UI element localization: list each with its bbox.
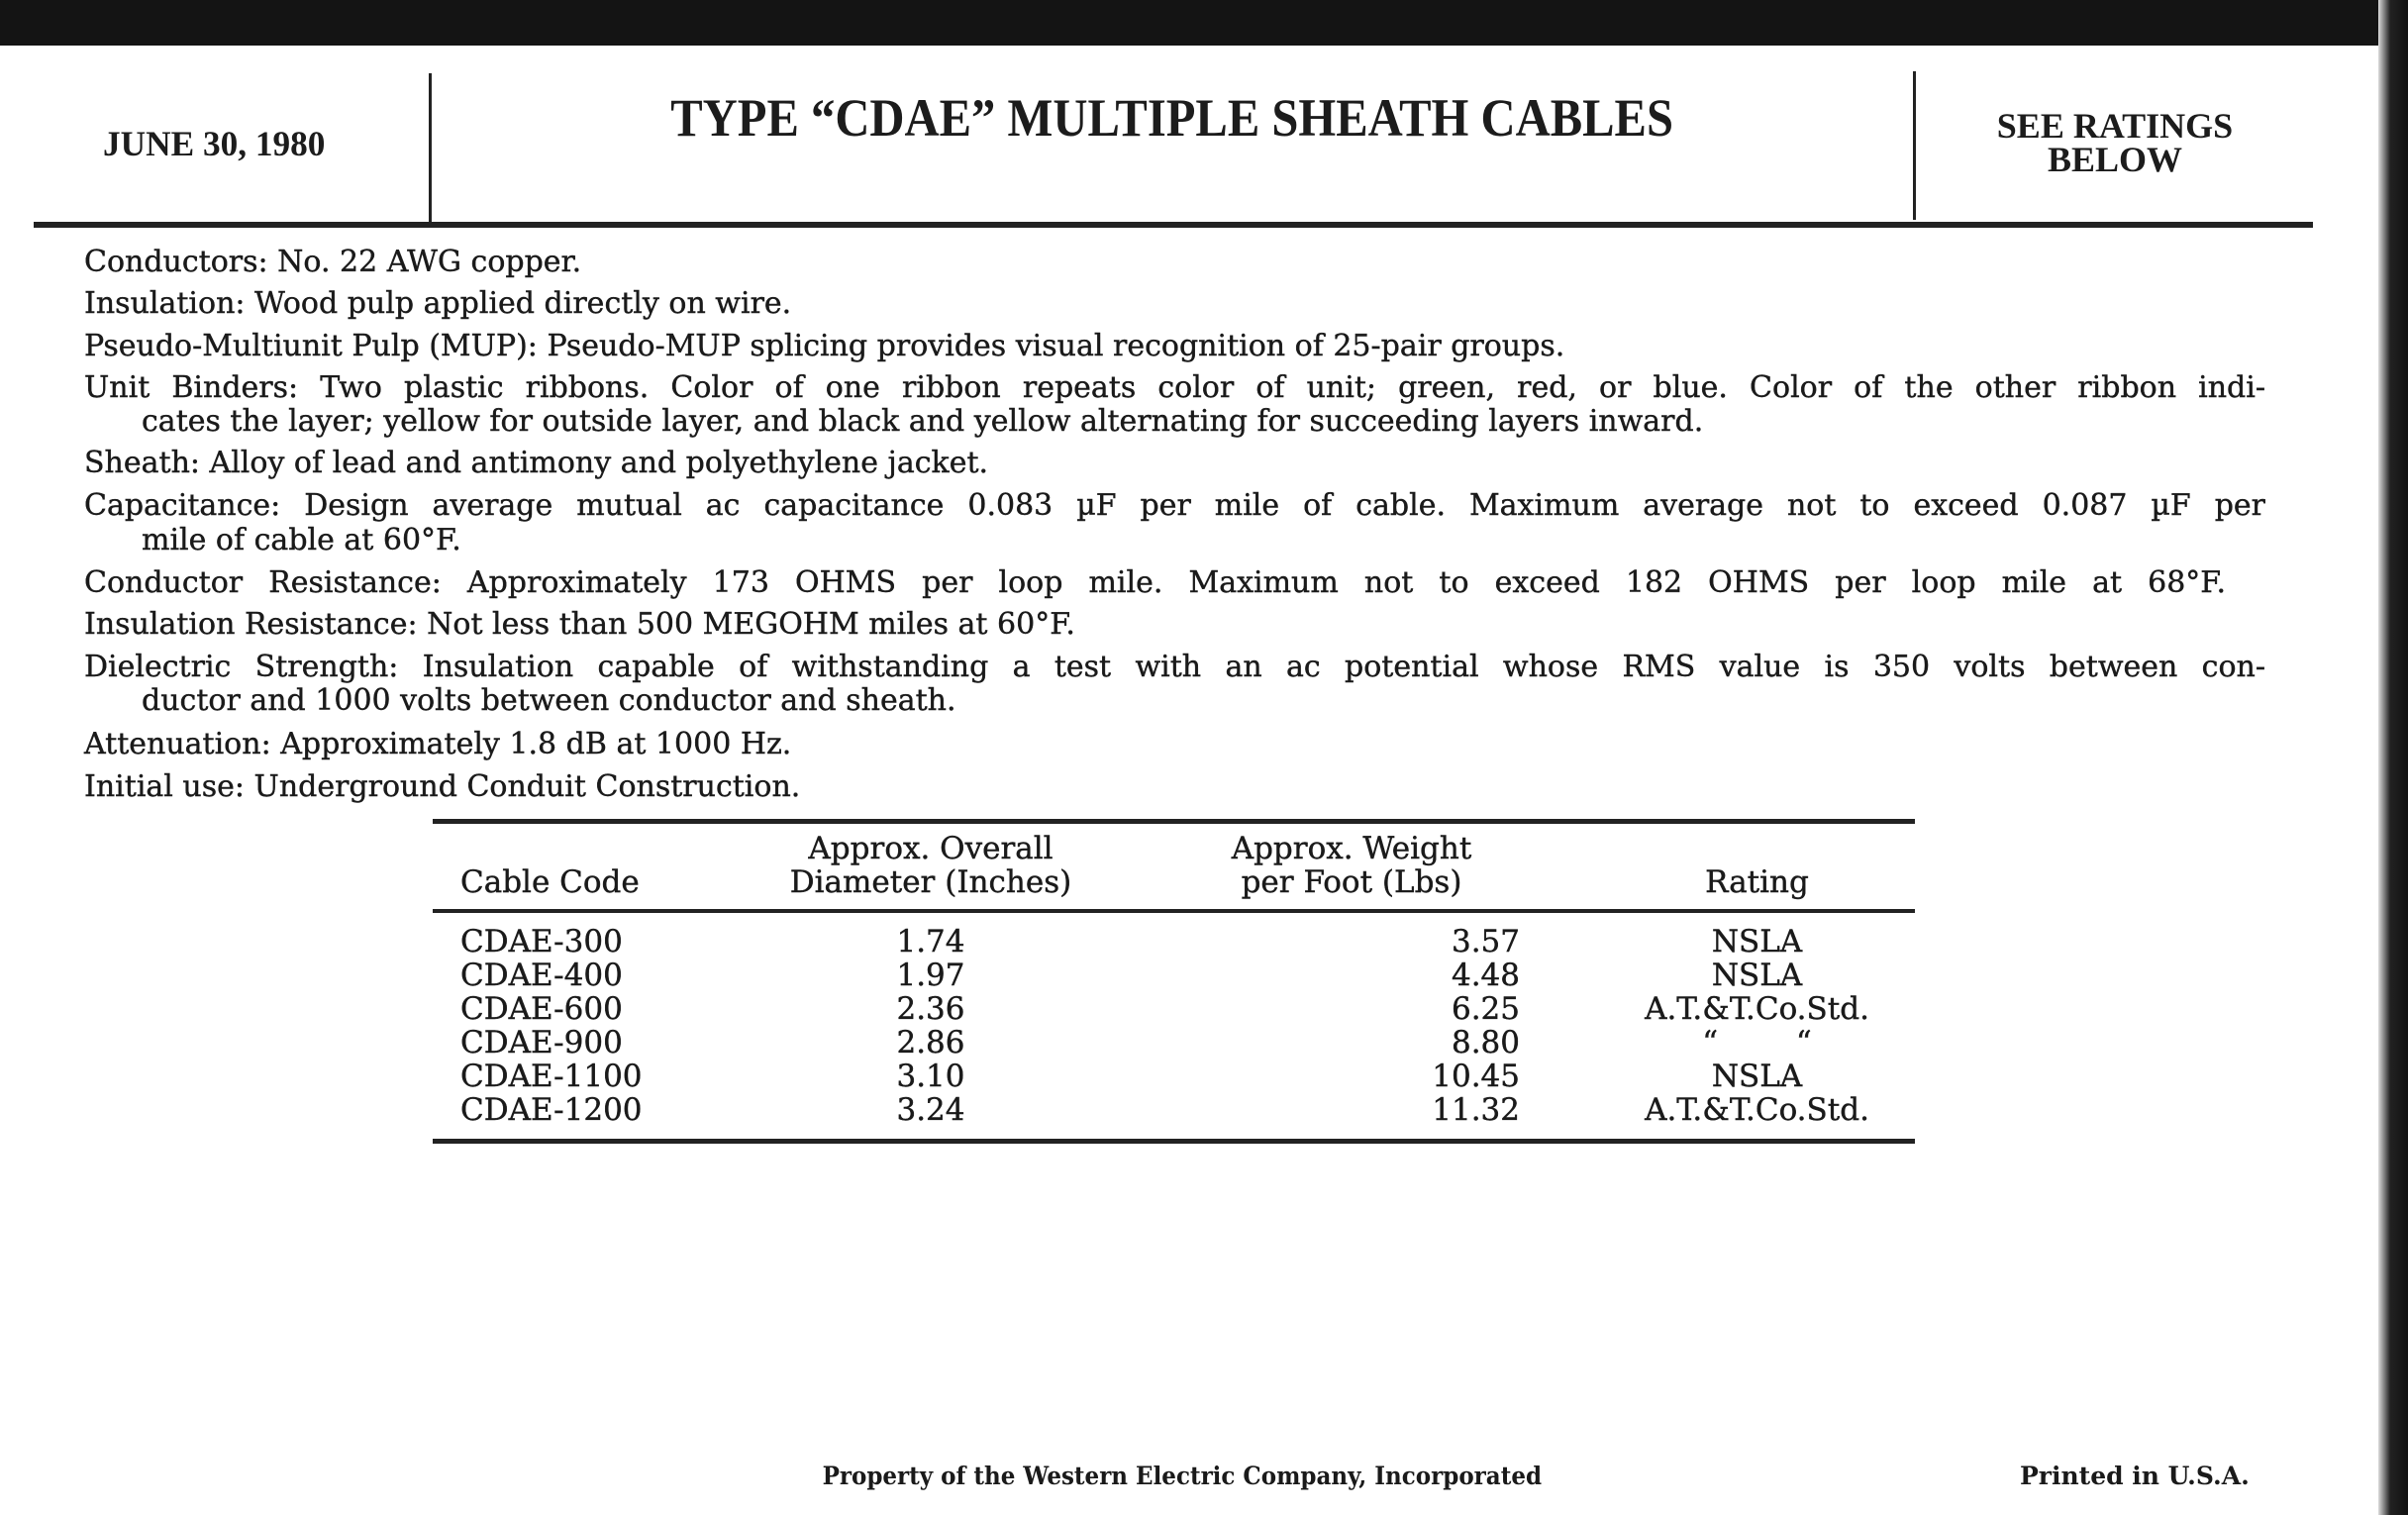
cell-code: CDAE-600 xyxy=(460,991,623,1027)
ratings-note xyxy=(1917,106,2313,179)
cell-weight: 10.45 xyxy=(1432,1059,1520,1094)
cable-ratings-table xyxy=(433,819,1915,1144)
ratings-note-line1: SEE RATINGS xyxy=(1996,106,2234,146)
spec-sheath: Sheath: Alloy of lead and antimony and polyethylene jacket. xyxy=(84,446,989,480)
col-header-diameter-line2: Diameter (Inches) xyxy=(789,864,1072,900)
cell-diameter: 3.24 xyxy=(757,1093,1104,1142)
scan-border-right xyxy=(2378,0,2408,1515)
cell-rating: A.T.&T.Co.Std. xyxy=(1645,991,1869,1027)
cell-diameter: 1.74 xyxy=(896,924,965,960)
table-row xyxy=(433,992,1915,1026)
table-header-row xyxy=(433,822,1915,912)
spec-capacitance: Capacitance: Design average mutual ac capacitance 0.083 µF per mile of cable. Maximum average not to exceed 0.087 µF per xyxy=(84,488,2265,523)
table-row xyxy=(433,911,1915,959)
ratings-note-line2: BELOW xyxy=(2047,140,2183,179)
footer-property-text: Property of the Western Electric Company, Incorporated xyxy=(822,1462,1543,1490)
col-header-diameter xyxy=(757,822,1104,912)
cell-diameter: 3.10 xyxy=(896,1059,965,1094)
cell-weight: 6.25 xyxy=(1451,991,1520,1027)
cell-weight: 11.32 xyxy=(1104,1093,1599,1142)
cell-weight: 8.80 xyxy=(1451,1025,1520,1060)
cell-rating: NSLA xyxy=(1711,924,1803,960)
cell-rating: NSLA xyxy=(1711,958,1803,993)
cell-rating: NSLA xyxy=(1711,1059,1803,1094)
spec-unit-binders: Unit Binders: Two plastic ribbons. Color of one ribbon repeats color of unit; green, red, or blue. Color of the other ribbon indi- xyxy=(84,370,2265,405)
cell-weight: 4.48 xyxy=(1451,958,1520,993)
page-title xyxy=(430,87,1914,149)
spec-pseudo-mup: Pseudo-Multiunit Pulp (MUP): Pseudo-MUP splicing provides visual recognition of 25-pair groups. xyxy=(84,329,1565,363)
table-row xyxy=(433,1060,1915,1093)
spec-dielectric-strength-cont: ductor and 1000 volts between conductor and sheath. xyxy=(142,683,956,718)
cell-diameter: 1.97 xyxy=(896,958,965,993)
footer-printed: Printed in U.S.A. xyxy=(2020,1462,2250,1490)
table-row xyxy=(433,959,1915,992)
col-header-diameter-line1: Approx. Overall xyxy=(808,831,1054,866)
spec-capacitance-cont: mile of cable at 60°F. xyxy=(142,523,461,557)
cell-code: CDAE-900 xyxy=(460,1025,623,1060)
header-rule xyxy=(34,222,2313,228)
page-title-text: TYPE “CDAE” MULTIPLE SHEATH CABLES xyxy=(670,88,1673,148)
spec-conductors: Conductors: No. 22 AWG copper. xyxy=(84,245,582,279)
spec-dielectric-strength: Dielectric Strength: Insulation capable of withstanding a test with an ac potential whose RMS value is 350 volts between con- xyxy=(84,650,2265,684)
scan-border-top xyxy=(0,0,2408,46)
cell-code: CDAE-1100 xyxy=(460,1059,643,1094)
col-header-weight xyxy=(1104,822,1599,912)
spec-insulation-resistance: Insulation Resistance: Not less than 500 MEGOHM miles at 60°F. xyxy=(84,607,1075,642)
table-row xyxy=(433,1093,1915,1142)
cell-diameter: 2.36 xyxy=(896,991,965,1027)
cell-diameter: 2.86 xyxy=(896,1025,965,1060)
spec-unit-binders-cont: cates the layer; yellow for outside layer, and black and yellow alternating for succeeding layers inward. xyxy=(142,404,1704,439)
spec-insulation: Insulation: Wood pulp applied directly on wire. xyxy=(84,286,792,321)
col-header-weight-line1: Approx. Weight xyxy=(1231,831,1472,866)
cell-rating: “ “ xyxy=(1702,1025,1812,1060)
cell-code: CDAE-300 xyxy=(460,924,623,960)
footer-property xyxy=(0,1462,2364,1490)
cell-code: CDAE-400 xyxy=(460,958,623,993)
spec-conductor-resistance: Conductor Resistance: Approximately 173 OHMS per loop mile. Maximum not to exceed 182 OHMS per loop mile at 68°F. xyxy=(84,565,2226,600)
col-header-weight-line2: per Foot (Lbs) xyxy=(1241,864,1462,900)
col-header-code: Cable Code xyxy=(460,864,640,900)
issue-date: JUNE 30, 1980 xyxy=(103,124,326,163)
cell-code: CDAE-1200 xyxy=(433,1093,757,1142)
cell-weight: 3.57 xyxy=(1451,924,1520,960)
table-row xyxy=(433,1026,1915,1060)
spec-attenuation: Attenuation: Approximately 1.8 dB at 1000 Hz. xyxy=(84,727,792,761)
spec-initial-use: Initial use: Underground Conduit Construction. xyxy=(84,769,801,804)
header-divider-right xyxy=(1913,71,1916,220)
col-header-rating: Rating xyxy=(1705,864,1809,900)
cell-rating: A.T.&T.Co.Std. xyxy=(1599,1093,1915,1142)
